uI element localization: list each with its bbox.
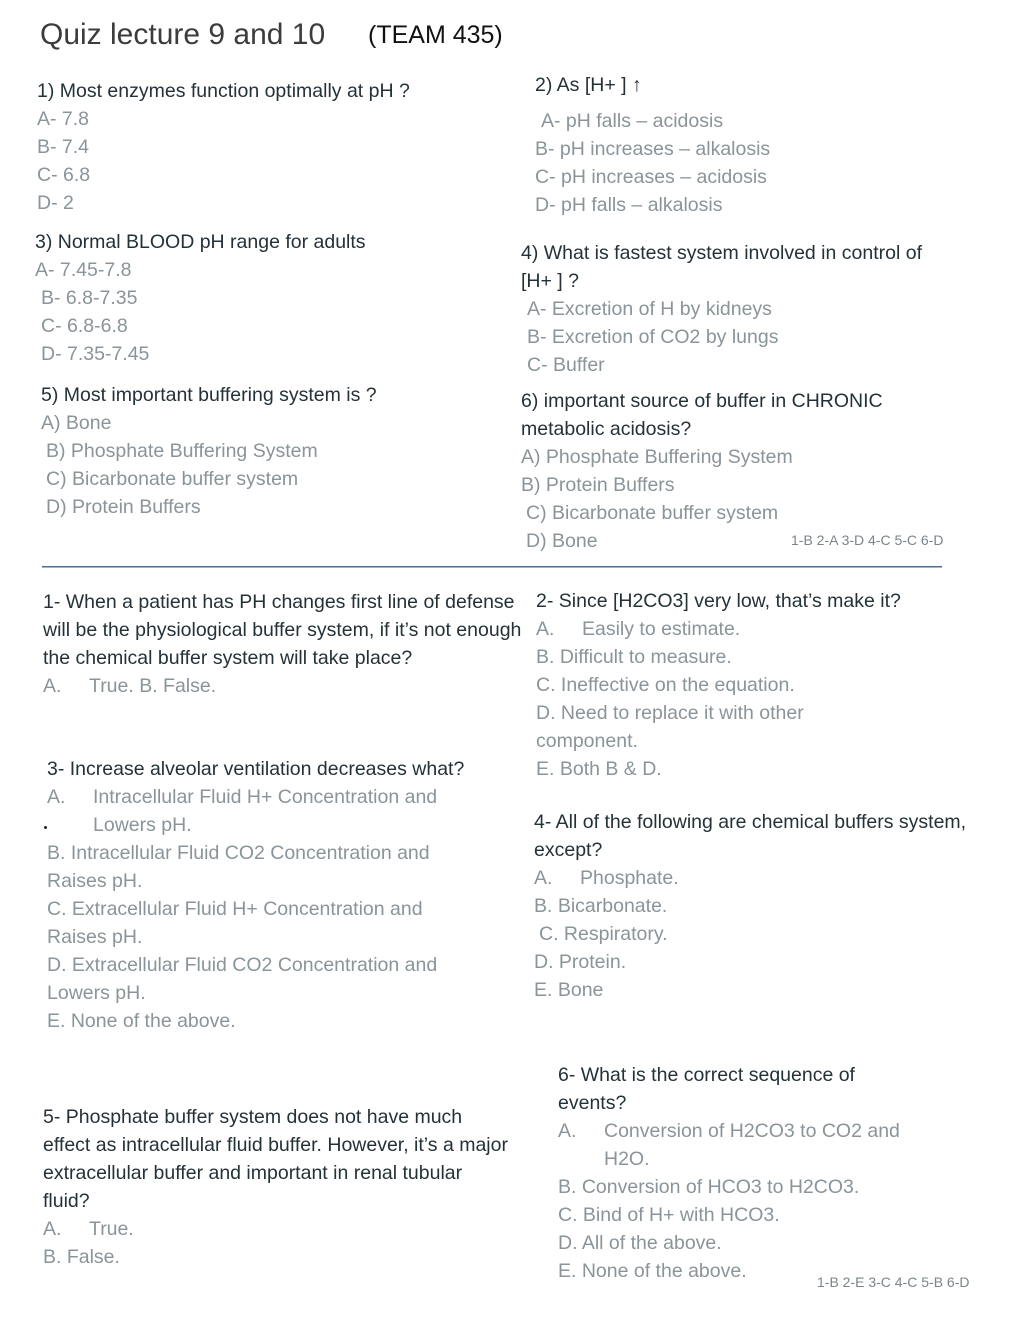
option-a bbox=[534, 864, 1024, 892]
option-text: Easily to estimate. bbox=[582, 618, 741, 640]
question-text: 5- Phosphate buffer system does not have much effect as intracellular fluid buffer. However, it’s a major extracellular buffer and important in renal tubular fluid? bbox=[43, 1106, 508, 1212]
option-d: D- 7.35-7.45 bbox=[41, 343, 150, 365]
question-text: 3- Increase alveolar ventilation decreases what? bbox=[47, 758, 465, 780]
option-e: E. None of the above. bbox=[47, 1010, 236, 1032]
option-c: C. Extracellular Fluid H+ Concentration and Raises pH. bbox=[47, 898, 423, 948]
option-d: D. All of the above. bbox=[558, 1232, 722, 1254]
option-c: C. Ineffective on the equation. bbox=[536, 674, 795, 696]
option-label: A. bbox=[534, 867, 553, 889]
question-text-line2: [H+ ] ? bbox=[521, 270, 579, 292]
option-a: A) Bone bbox=[41, 412, 112, 434]
question-text: 2) As [H+ ] ↑ bbox=[535, 74, 642, 96]
question-text: 1- When a patient has PH changes first line of defense will be the physiological buffer system, if it’s not enough the chemical buffer system will take place? bbox=[43, 591, 522, 669]
option-c: C) Bicarbonate buffer system bbox=[46, 468, 299, 490]
question-block-6 bbox=[521, 387, 1001, 555]
option-b: B- Excretion of CO2 by lungs bbox=[527, 326, 779, 348]
option-d: D- 2 bbox=[37, 192, 74, 214]
option-text: True. B. False. bbox=[89, 675, 217, 697]
option-b: B. Conversion of HCO3 to H2CO3. bbox=[558, 1176, 860, 1198]
option-e: E. Both B & D. bbox=[536, 758, 662, 780]
option-a: A- pH falls – acidosis bbox=[541, 110, 724, 132]
question-block-1 bbox=[37, 77, 497, 217]
question-block-p2-1 bbox=[43, 588, 523, 700]
option-label: A. bbox=[47, 786, 66, 808]
option-b: B. False. bbox=[43, 1246, 120, 1268]
question-text-line2: metabolic acidosis? bbox=[521, 418, 692, 440]
team-label: (TEAM 435) bbox=[368, 21, 503, 49]
answer-key-part1: 1-B 2-A 3-D 4-C 5-C 6-D bbox=[791, 532, 944, 548]
option-d: D) Protein Buffers bbox=[46, 496, 201, 518]
option-c: C- Buffer bbox=[527, 354, 605, 376]
question-block-p2-6 bbox=[558, 1061, 908, 1285]
option-c: C- 6.8-6.8 bbox=[41, 315, 128, 337]
option-text: Phosphate. bbox=[580, 867, 679, 889]
question-block-5 bbox=[41, 381, 501, 521]
bullet-dot bbox=[44, 826, 47, 829]
question-text: 3) Normal BLOOD pH range for adults bbox=[35, 231, 366, 253]
option-b: B) Phosphate Buffering System bbox=[46, 440, 318, 462]
question-text-line1: 4) What is fastest system involved in control of bbox=[521, 242, 922, 264]
option-b: B. Intracellular Fluid CO2 Concentration and Raises pH. bbox=[47, 842, 430, 892]
option-b: B- 6.8-7.35 bbox=[41, 287, 138, 309]
option-b: B- pH increases – alkalosis bbox=[535, 138, 771, 160]
question-block-p2-4 bbox=[534, 808, 1024, 1004]
option-label: A. bbox=[536, 618, 555, 640]
option-a: A- Excretion of H by kidneys bbox=[527, 298, 772, 320]
option-text: Conversion of H2CO3 to CO2 and H2O. bbox=[604, 1120, 900, 1170]
question-text: 6- What is the correct sequence of events? bbox=[558, 1064, 855, 1114]
section-divider bbox=[42, 566, 942, 568]
option-text: True. bbox=[89, 1218, 134, 1240]
question-text: 4- All of the following are chemical buffers system, except? bbox=[534, 811, 967, 861]
option-d: D. Need to replace it with other component. bbox=[536, 702, 804, 752]
option-text: Intracellular Fluid H+ Concentration and Lowers pH. bbox=[93, 786, 438, 836]
question-text: 1) Most enzymes function optimally at pH ? bbox=[37, 80, 410, 102]
option-d: D. Extracellular Fluid CO2 Concentration and Lowers pH. bbox=[47, 954, 438, 1004]
question-block-p2-3 bbox=[47, 755, 477, 1035]
option-c: C- pH increases – acidosis bbox=[535, 166, 767, 188]
question-block-4 bbox=[521, 239, 1001, 379]
option-b: B. Difficult to measure. bbox=[536, 646, 732, 668]
option-c: C. Bind of H+ with HCO3. bbox=[558, 1204, 780, 1226]
option-e: E. None of the above. bbox=[558, 1260, 747, 1282]
option-d: D. Protein. bbox=[534, 951, 627, 973]
option-a: A) Phosphate Buffering System bbox=[521, 446, 793, 468]
option-c: C- 6.8 bbox=[37, 164, 91, 186]
option-e: E. Bone bbox=[534, 979, 604, 1001]
option-a: A- 7.45-7.8 bbox=[35, 259, 132, 281]
option-b: B. Bicarbonate. bbox=[534, 895, 668, 917]
option-c: C. Respiratory. bbox=[539, 923, 668, 945]
option-a bbox=[536, 615, 956, 643]
option-a bbox=[43, 1215, 513, 1243]
page-title: Quiz lecture 9 and 10 bbox=[40, 18, 326, 51]
option-b: B) Protein Buffers bbox=[521, 474, 675, 496]
question-text: 5) Most important buffering system is ? bbox=[41, 384, 377, 406]
option-b: B- 7.4 bbox=[37, 136, 90, 158]
question-block-2 bbox=[535, 71, 995, 219]
question-block-p2-2 bbox=[536, 587, 956, 783]
question-block-3 bbox=[35, 228, 495, 368]
option-d: D) Bone bbox=[526, 530, 598, 552]
option-a bbox=[43, 672, 523, 700]
option-d: D- pH falls – alkalosis bbox=[535, 194, 723, 216]
option-a bbox=[558, 1117, 908, 1173]
question-block-p2-5 bbox=[43, 1103, 513, 1271]
option-label: A. bbox=[43, 1218, 62, 1240]
option-a bbox=[47, 783, 477, 839]
answer-key-part2: 1-B 2-E 3-C 4-C 5-B 6-D bbox=[817, 1274, 970, 1290]
option-label: A. bbox=[43, 675, 62, 697]
question-text-line1: 6) important source of buffer in CHRONIC bbox=[521, 390, 883, 412]
question-text: 2- Since [H2CO3] very low, that’s make it? bbox=[536, 590, 901, 612]
option-c: C) Bicarbonate buffer system bbox=[526, 502, 779, 524]
option-a: A- 7.8 bbox=[37, 108, 90, 130]
option-label: A. bbox=[558, 1120, 577, 1142]
